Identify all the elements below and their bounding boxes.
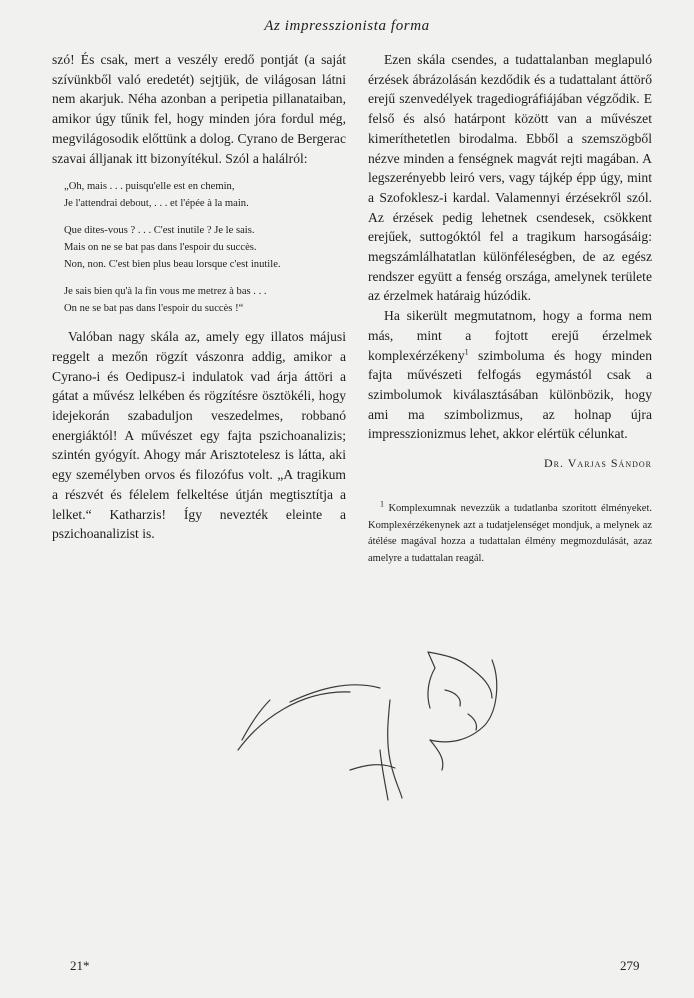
left-paragraph-2: Valóban nagy skála az, amely egy illatos májusi reggelt a mezőn rögzít vászonra addig, amikor a Cyrano-i és Oedipusz-i indulatok vad árja áttöri a gátat a művész lelkében és rögzítésre ösztökéli, hogy idejekorán szabaduljon veszedelmes, robbanó energiáktól! A művészet egy fajta pszichoanalizis; szintén gyógyít. Ahogy már Arisztotelesz is látta, aki egy személyben orvos és filozófus volt. „A tragikum a részvét és félelem felkeltése útján megtisztítja a lelket.“ Katharzis! Így nevezték eleinte a pszichoanalizist is.: [52, 329, 346, 542]
quote-line: Je l'attendrai debout, . . . et l'épée à la main.: [64, 198, 249, 210]
right-paragraph-2-end: szimboluma és hogy minden fajta művészeti felfogás egymástól csak a szimbolumok kiválasztásában különbözik, hogy ami ma szimbolizmus, az holnap újra impresszionizmus lehet, akkor elértük célunkat.: [368, 347, 652, 442]
footnote-reference: 1: [464, 347, 469, 357]
left-paragraph-1: szó! És csak, mert a veszély eredő pontját (a saját szívünkből való eredetét) sejtjük, de világosan látni nem akarjuk. Néha azonban a peripetia pillanataiban, amikor úgy tűnik fel, hogy minden jóra fordul még, megvilágosodik előttünk a dolog. Cyrano de Bergerac szavai álljanak itt bizonyítékul. Szól a halálról:: [52, 52, 346, 166]
quote-line: Non, non. C'est bien plus beau lorsque c'est inutile.: [64, 259, 281, 271]
cyrano-quote: [64, 178, 346, 317]
left-column: [52, 50, 346, 544]
quote-line: Mais on ne se bat pas dans l'espoir du succès.: [64, 242, 257, 254]
author-signature: Dr. Varjas Sándor: [543, 456, 652, 471]
right-column: [368, 50, 652, 578]
right-paragraph-2: [368, 306, 652, 444]
page-number: 279: [620, 958, 640, 973]
footnote-text: Komplexumnak nevezzük a tudatlanba szoritott élményeket. Komplexérzékenynek azt a tudatjelenséget mondjuk, a melynek az átélése magával hozza a tudattalan élmény megmozdulását, azaz amelyre a tudattalan reagál.: [368, 503, 652, 564]
quote-stanza-2: [64, 222, 346, 273]
quote-stanza-3: [64, 283, 346, 317]
footnote: [368, 501, 652, 567]
quote-line: Je sais bien qu'à la fin vous me metrez à bas . . .: [64, 286, 267, 298]
running-head: Az impresszionista forma: [264, 18, 430, 34]
footnote-marker: 1: [380, 499, 384, 509]
quote-stanza-1: [64, 178, 346, 212]
cat-sketch-illustration: [230, 640, 510, 820]
right-paragraph-2-start: Ha sikerült megmutatnom, hogy a forma nem más, mint a fojtott erejű érzelmek komplexérzékeny: [368, 308, 652, 363]
quote-line: „Oh, mais . . . puisqu'elle est en chemin,: [64, 181, 235, 193]
quote-line: Que dites-vous ? . . . C'est inutile ? Je le sais.: [64, 225, 255, 237]
quote-line: On ne se bat pas dans l'espoir du succès !“: [64, 303, 244, 315]
signature-mark: 21*: [70, 958, 90, 973]
right-paragraph-1: Ezen skála csendes, a tudattalanban meglapuló érzések ábrázolásán kezdődik és a tudattalant áttörő erejű szenvedélyek tragediográfiájában végződik. E felső és alsó határpont között van a művészet kimeríthetetlen birodalma. Ebből a szemszögből nézve minden a fenségnek magvát rejti magában. A legszerényebb leiró vers, vagy tájkép épp úgy, mint a Szofoklesz-i kardal. Valamennyi érzésekről szól. Az érzések pedig lehetnek csendesek, csökkent erejűek, suttogóktól fel a tragikum harsogásáig: megszámlálhatatlan különféleségben, de az egész rendszer együtt a fenség országa, amelynek területe az érzelmek határaig húzódik.: [368, 52, 652, 304]
